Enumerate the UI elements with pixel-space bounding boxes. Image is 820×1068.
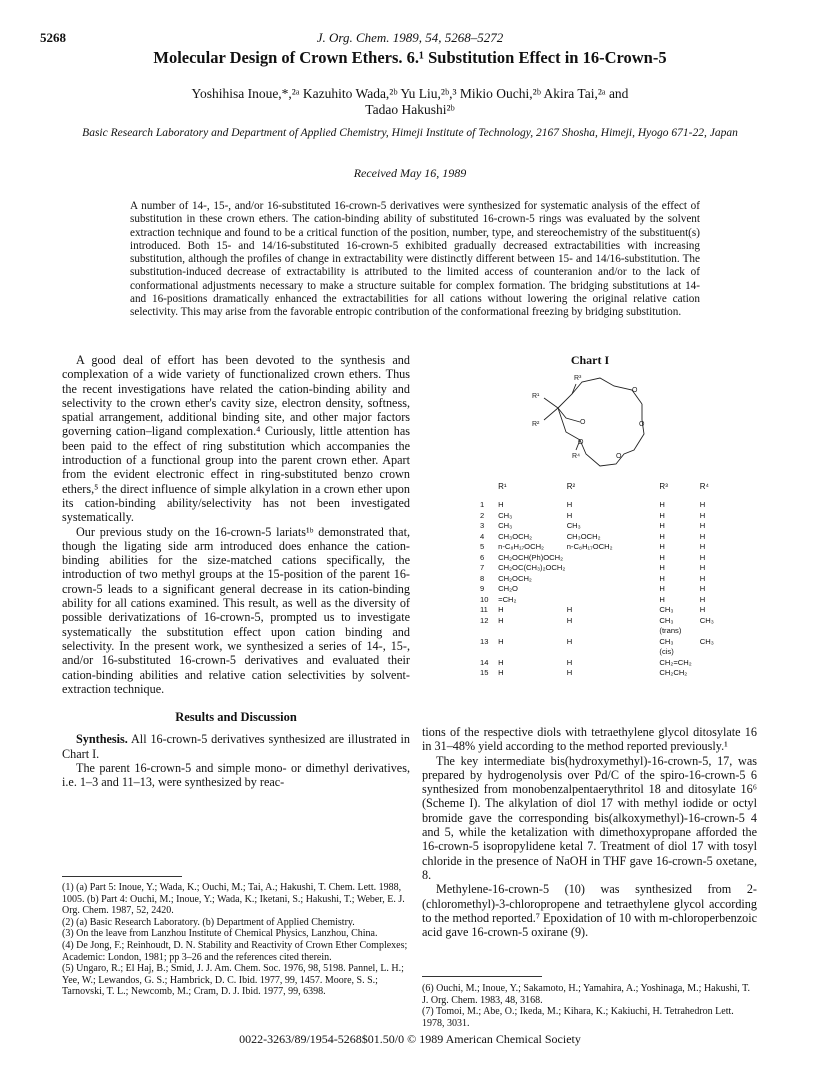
cell-r1: [498, 626, 567, 637]
cell-n: 5: [480, 542, 485, 551]
cell-r1: CH₃: [498, 510, 513, 520]
cell-r3: H: [659, 584, 665, 593]
table-row: [480, 500, 730, 511]
cell-r3: H: [659, 573, 665, 583]
cell-r1: H: [498, 668, 504, 677]
ring-oxygen: O: [639, 421, 645, 428]
footnote: (6) Ouchi, M.; Inoue, Y.; Sakamoto, H.; Yamahira, A.; Yoshinaga, M.; Hakushi, T. J. Org. Chem. 1983, 48, 3168.: [422, 983, 750, 1006]
abstract: A number of 14-, 15-, and/or 16-substituted 16-crown-5 derivatives were synthesized for systematic analysis of the effect of substitution in these crown ethers. The cation-binding ability of substituted 16-crown-5 rings was evaluated by the solvent extraction technique and found to be a critical function of the position, number, type, and stereochemistry of the substituent(s) introduced. Both 15- and 14/16-substituted 16-crown-5 exhibited gradually decreased extractabilities with increasing substitution, although the profiles of change in extractability were distinctly different between 15- and 14/16-substitution. The substitution-induced decrease of extractability is attributed to the limited access of counteranion and/or to the lack of conformational adjustments necessary to make a structure suitable for complex formation. The bridging substitutions at 14- and 16-positions dramatically enhanced the extractabilities for all cations without lowering the original relative cation selectivity. This may arise from the favorable entropic contribution of the conformational freezing by bridging substitution.: [130, 200, 700, 319]
cell-r2: [567, 626, 660, 637]
cell-r1: CH₂OCH(Ph)OCH₂: [498, 552, 564, 562]
cell-r2: n-C₈H₁₇OCH₂: [566, 542, 613, 551]
ring-bonds: [544, 378, 644, 466]
table-row: [480, 637, 730, 648]
left-column: [62, 353, 410, 790]
journal-citation: J. Org. Chem. 1989, 54, 5268–5272: [316, 30, 504, 45]
table-row: [480, 553, 730, 564]
section-heading: Results and Discussion: [175, 710, 297, 725]
footnote: (7) Tomoi, M.; Abe, O.; Ikeda, M.; Kihara, K.; Kakiuchi, H. Tetrahedron Lett. 1978, 3031.: [422, 1006, 734, 1029]
ring-oxygen: O: [580, 419, 586, 426]
cell-n: 2: [480, 510, 485, 520]
cell-r2: CH₃OCH₂: [566, 531, 601, 541]
cell-r3: CH₃: [659, 636, 674, 646]
table-row: [480, 658, 730, 669]
cell-n: 1: [480, 500, 485, 509]
cell-r1: CH₂OC(CH₃)₂OCH₂: [498, 563, 566, 572]
cell-r4: H: [699, 552, 706, 562]
footnotes-right: [422, 983, 757, 1029]
table-row: [480, 532, 730, 543]
table-row: [480, 616, 730, 627]
table-row: [480, 542, 730, 553]
cell-r2: [567, 647, 660, 658]
cell-r2: H: [566, 668, 573, 677]
cell-n: 10: [480, 594, 489, 604]
substituent-table: [480, 482, 730, 679]
cell-r1: =CH₂: [498, 594, 517, 604]
cell-r1: CH₂O: [498, 584, 518, 593]
right-column: [422, 725, 757, 939]
cell-r3: H: [659, 542, 665, 551]
cell-n: 14: [480, 657, 489, 667]
cell-n: 4: [480, 531, 485, 541]
cell-r1: n-C₈H₁₇OCH₂: [498, 542, 545, 551]
cell-n: 13: [480, 636, 489, 646]
cell-r1: H: [498, 615, 504, 625]
cell-n: [480, 647, 498, 658]
cell-r4: H: [699, 521, 706, 530]
ring-oxygen: O: [616, 453, 622, 460]
footnote: (1) (a) Part 5: Inoue, Y.; Wada, K.; Ouchi, M.; Tai, A.; Hakushi, T. Chem. Lett. 1988, 1005. (b) Part 4: Ouchi, M.; Inoue, Y.; Wada, K.; Iketani, S.; Hakushi, T.; Weber, E. J. Org. Chem. 1987, 52, 2420.: [62, 882, 405, 917]
cell-n: [480, 626, 498, 637]
cell-r4: H: [699, 605, 706, 614]
crown-ether-structure: [520, 368, 670, 480]
cell-n: 7: [480, 563, 485, 572]
paragraph-lead: Synthesis.: [76, 732, 128, 747]
page-number: 5268: [40, 30, 66, 45]
cell-n: 9: [480, 584, 485, 593]
body-paragraph: Our previous study on the 16-crown-5 lariats¹ᵇ demonstrated that, though the ligating side arm introduced does enhance the cation-binding abilities for the size-matched cations specifically, the introduction of two methyl groups at the 15-position of the parent 16-crown-5 leads to a significant general decrease in its cation-binding ability for all cations examined. This result, as well as the diversity of possible derivatizations of 16-crown-5, prompted us to investigate systematically the substitution effect upon cation binding and selectivity. In the present work, we synthesized a series of 14-, 15-, and/or 16-substituted 16-crown-5 derivatives and evaluated their cation-binding abilities and relative cation selectivities by solvent-extraction technique.: [62, 524, 410, 696]
cell-r3: H: [659, 521, 665, 530]
table-row: [480, 668, 730, 679]
authors-line-1: Yoshihisa Inoue,*,²ᵃ Kazuhito Wada,²ᵇ Yu Liu,²ᵇ,³ Mikio Ouchi,²ᵇ Akira Tai,²ᵃ and: [191, 86, 629, 101]
cell-r2: H: [566, 615, 573, 625]
ring-oxygen: O: [632, 387, 638, 394]
table-row: [480, 595, 730, 606]
cell-r2: [567, 553, 660, 564]
cell-r2: H: [566, 510, 573, 520]
cell-r3: (trans): [659, 626, 682, 635]
body-paragraph: [62, 732, 410, 761]
footnote-rule: [62, 876, 182, 877]
cell-r4: H: [699, 500, 706, 509]
footnote: (2) (a) Basic Research Laboratory. (b) Department of Applied Chemistry.: [62, 916, 355, 928]
received-date: Received May 16, 1989: [353, 166, 467, 180]
cell-r4: [700, 626, 730, 637]
footnotes-left: [62, 882, 410, 998]
header-r4: R⁴: [699, 482, 709, 491]
footnote: (5) Ungaro, R.; El Haj, B.; Smid, J. J. Am. Chem. Soc. 1976, 98, 5198. Pannel, L. H.; Yee, W.; Lewandos, G. S.; Hambrick, D. C. Ibid. 1977, 99, 1457. Moore, S. S.; Tarnovski, T. L.; Newcomb, M.; Cram, D. J. Ibid. 1977, 99, 6398.: [62, 963, 404, 998]
table-row: [480, 511, 730, 522]
body-paragraph: A good deal of effort has been devoted to the synthesis and complexation of a wide variety of functionalized crown ethers. Thus the recent investigations have related the cation-binding ability and selectivity to the crown ether's cavity size, electron density, softness, spatial arrangement, additional binding site, and other major factors governing cation–ligand complexation.⁴ Curiously, little attention has been paid to the effect of ring substitution which accompanies the introduction of a functional group into the parent crown ether. Apart from the evident electronic effect in ring-substituted benzo crown ethers,⁵ the direct influence of simple alkylation in a crown ether upon its cation-binding ability/selectivity has not been investigated systematically.: [62, 353, 410, 525]
cell-r3: H: [659, 563, 665, 572]
cell-r4: [700, 658, 730, 669]
cell-r1: CH₃OCH₂: [498, 531, 533, 541]
cell-r4: H: [699, 531, 706, 541]
cell-r2: H: [566, 657, 573, 667]
footnote-rule: [422, 976, 542, 977]
cell-r4: [700, 668, 730, 679]
cell-r2: [567, 595, 660, 606]
cell-r4: CH₃: [699, 615, 714, 625]
cell-r2: H: [566, 605, 573, 614]
table-row: [480, 574, 730, 585]
cell-r3: CH₂CH₂: [659, 668, 688, 677]
struct-label-r3: R³: [574, 375, 582, 382]
table-row: [480, 521, 730, 532]
cell-r1: H: [498, 605, 504, 614]
table-row: [480, 647, 730, 658]
article-title: Molecular Design of Crown Ethers. 6.¹ Substitution Effect in 16-Crown-5: [153, 48, 667, 67]
cell-n: 12: [480, 615, 489, 625]
cell-r4: H: [699, 563, 706, 572]
cell-n: 15: [480, 668, 489, 677]
table-row: [480, 605, 730, 616]
body-paragraph: The key intermediate bis(hydroxymethyl)-16-crown-5, 17, was prepared by hydrogenolysis over Pd/C of the spiro-16-crown-5 6 synthesized from monobenzalpentaerythritol 18 and ditosylate 16⁶ (Scheme I). The alkylation of diol 17 with methyl iodide or octyl bromide gave the corresponding bis(alkoxymethyl)-16-crown-5 4 and 5, while the ketalization with dimethoxypropane afforded the 16-crown-5 isopropylidene ketal 7. Treatment of diol 17 with tosyl chloride in the presence of NaOH in THF gave 16-crown-5 oxetane, 8.: [422, 753, 757, 882]
cell-r3: CH₃: [659, 605, 674, 614]
cell-r4: H: [699, 573, 706, 583]
cell-r4: H: [699, 510, 706, 520]
cell-r3: (cis): [659, 647, 674, 656]
struct-label-r2: R²: [532, 421, 540, 428]
cell-r3: H: [659, 510, 665, 520]
cell-r3: CH₂=CH₂: [659, 657, 692, 667]
cell-r2: H: [566, 636, 573, 646]
cell-n: 11: [480, 605, 488, 614]
cell-r1: H: [498, 636, 504, 646]
cell-r4: H: [699, 542, 706, 551]
ring-oxygen: O: [578, 439, 584, 446]
cell-r2: [567, 563, 660, 574]
cell-r2: H: [566, 500, 573, 509]
cell-r4: CH₃: [699, 636, 714, 646]
cell-r3: CH₃: [659, 615, 674, 625]
cell-r4: H: [699, 594, 706, 604]
cell-r3: H: [659, 500, 665, 509]
table-row: [480, 584, 730, 595]
paragraph-text: All 16-crown-5 derivatives synthesized are illustrated in Chart I.: [62, 732, 410, 761]
cell-r3: H: [659, 594, 665, 604]
cell-n: 8: [480, 573, 485, 583]
affiliation: Basic Research Laboratory and Department of Applied Chemistry, Himeji Institute of Technology, 2167 Shosha, Himeji, Hyogo 671-22, Japan: [82, 127, 738, 139]
struct-label-r4: R⁴: [572, 453, 581, 460]
cell-r1: H: [498, 500, 504, 509]
cell-r1: CH₂OCH₂: [498, 573, 532, 583]
cell-r2: [567, 574, 660, 585]
cell-r4: [700, 647, 730, 658]
body-paragraph: tions of the respective diols with tetraethylene glycol ditosylate 16 in 31–48% yield according to the method reported previously.¹: [422, 725, 757, 754]
footnote: (4) De Jong, F.; Reinhoudt, D. N. Stability and Reactivity of Crown Ether Complexes; Academic: London, 1981; pp 3–26 and the references cited therein.: [62, 939, 408, 963]
authors-line-2: Tadao Hakushi²ᵇ: [365, 102, 455, 117]
body-paragraph: The parent 16-crown-5 and simple mono- or dimethyl derivatives, i.e. 1–3 and 11–13, were synthesized by reac-: [62, 761, 410, 790]
body-paragraph: Methylene-16-crown-5 (10) was synthesized from 2-(chloromethyl)-3-chloropropene and tetraethylene glycol according to the method reported.⁷ Epoxidation of 10 with m-chloroperbenzoic acid gave 16-crown-5 oxirane (9).: [422, 882, 757, 940]
copyright-footer: 0022-3263/89/1954-5268$01.50/0 © 1989 American Chemical Society: [239, 1032, 581, 1046]
cell-r3: H: [659, 531, 665, 541]
cell-n: 6: [480, 552, 485, 562]
footnote: (3) On the leave from Lanzhou Institute of Chemical Physics, Lanzhou, China.: [62, 928, 378, 940]
chart-title: Chart I: [570, 353, 610, 367]
cell-r1: H: [498, 657, 504, 667]
cell-r2: CH₃: [566, 521, 581, 530]
struct-label-r1: R¹: [532, 393, 540, 400]
cell-r1: [498, 647, 567, 658]
header-r1: R¹: [498, 482, 507, 491]
header-r3: R³: [659, 482, 668, 491]
table-row: [480, 626, 730, 637]
table-row: [480, 563, 730, 574]
header-r2: R²: [566, 482, 576, 491]
author-list: [60, 86, 760, 118]
cell-r2: [567, 584, 660, 595]
cell-r3: H: [659, 552, 665, 562]
cell-n: 3: [480, 521, 485, 530]
cell-r4: H: [699, 584, 706, 593]
table-header-row: [480, 482, 730, 500]
cell-r1: CH₃: [498, 521, 513, 530]
